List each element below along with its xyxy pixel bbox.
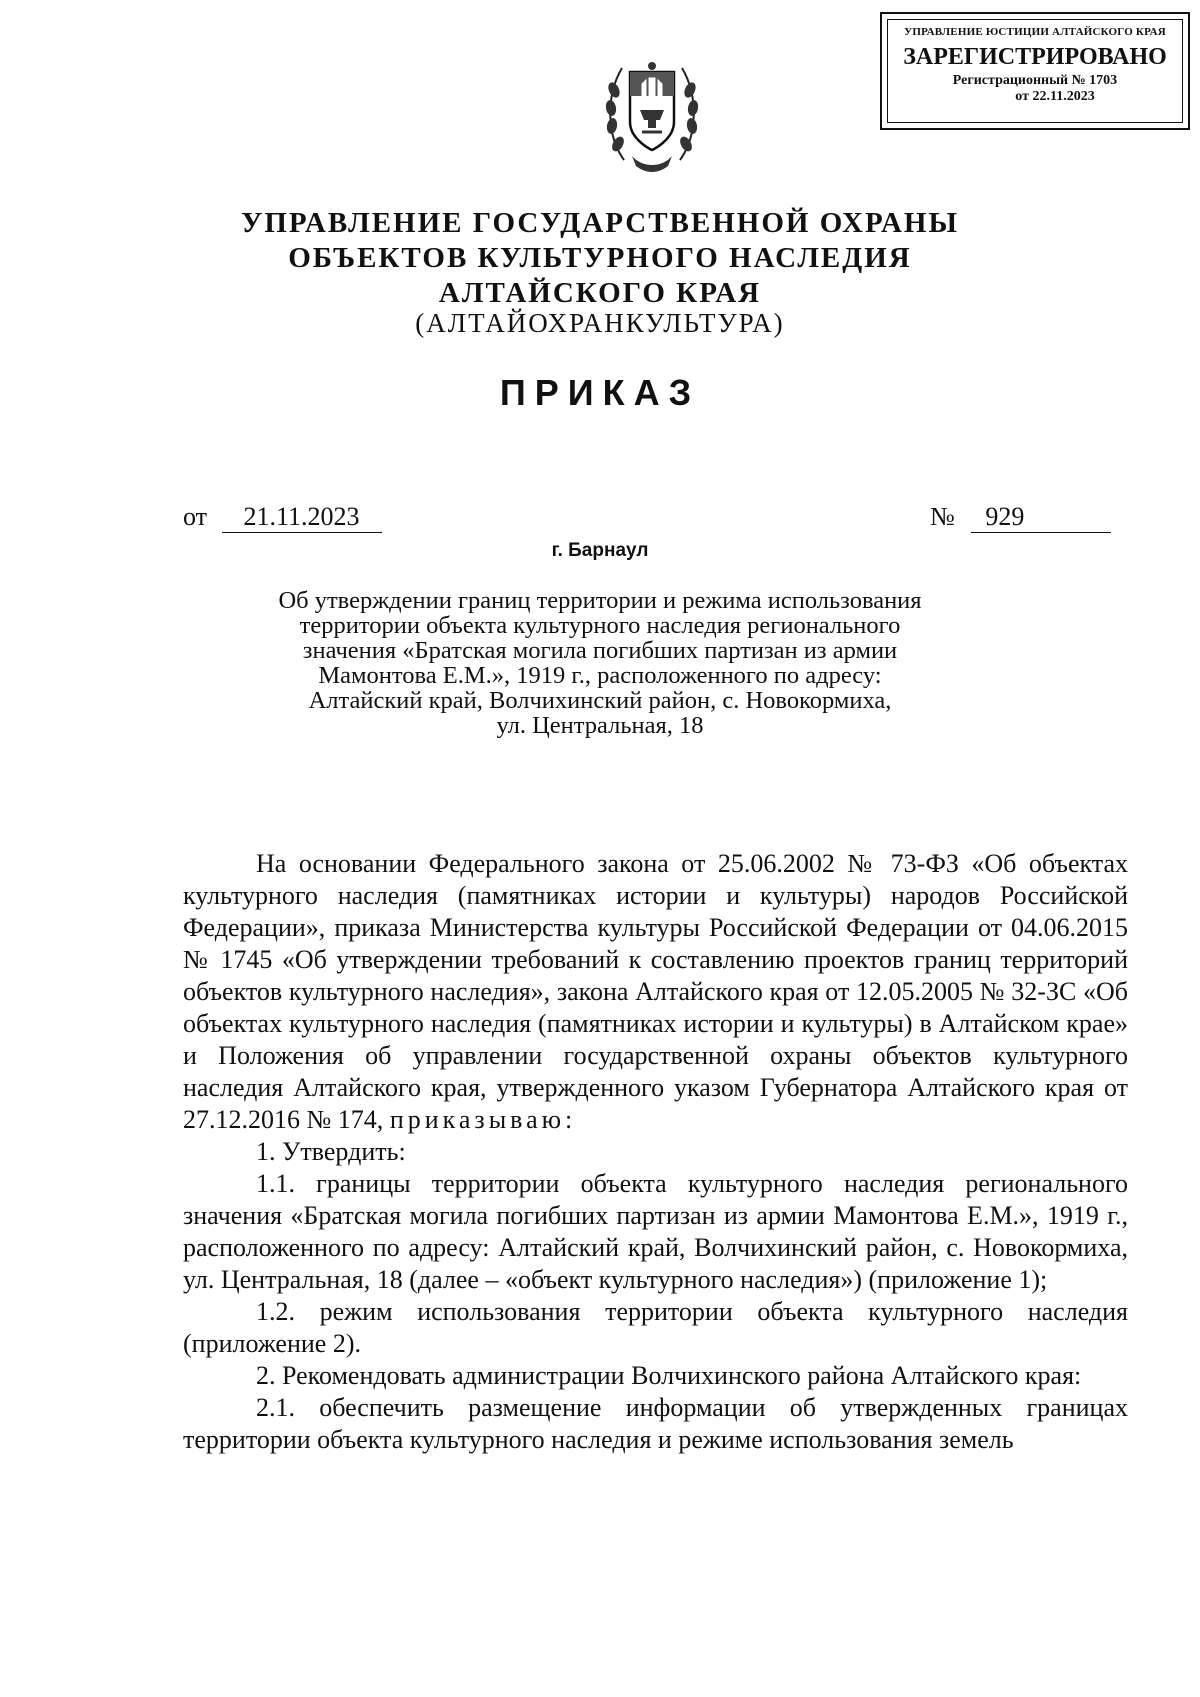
order-date: 21.11.2023 [222, 502, 382, 533]
order-number-row [930, 502, 1111, 533]
document-type-title: ПРИКАЗ [499, 372, 701, 413]
organization-abbreviation: (АЛТАЙОХРАНКУЛЬТУРА) [415, 308, 785, 338]
preamble-paragraph [183, 848, 1128, 1136]
subject-line: ул. Центральная, 18 [496, 712, 704, 739]
subject-line: Мамонтова Е.М.», 1919 г., расположенного по адресу: [318, 662, 882, 689]
date-prefix: от [183, 502, 208, 531]
subject-line: значения «Братская могила погибших партизан из армии [302, 637, 898, 664]
item-1-2: 1.2. режим использования территории объекта культурного наследия (приложение 2). [183, 1297, 1128, 1358]
item-2: 2. Рекомендовать администрации Волчихинского района Алтайского края: [256, 1361, 1082, 1390]
org-line-3: АЛТАЙСКОГО КРАЯ [438, 277, 762, 309]
order-subject [240, 588, 960, 738]
item-1-1: 1.1. границы территории объекта культурного наследия регионального значения «Братская могила погибших партизан из армии Мамонтова Е.М.», 1919 г., расположенного по адресу: Алтайский край, Волчихинский район, с. Новокормиха, ул. Центральная, 18 (далее – «объект культурного наследия») (приложение 1); [183, 1169, 1128, 1294]
order-word: приказываю: [389, 1105, 577, 1134]
org-line-2: ОБЪЕКТОВ КУЛЬТУРНОГО НАСЛЕДИЯ [288, 242, 912, 274]
order-body [183, 848, 1128, 1456]
stamp-reg-number: Регистрационный № 1703 [952, 73, 1118, 88]
stamp-org: УПРАВЛЕНИЕ ЮСТИЦИИ АЛТАЙСКОГО КРАЯ [904, 26, 1166, 38]
subject-line: территории объекта культурного наследия регионального [299, 612, 901, 639]
order-date-row [183, 502, 382, 533]
order-number: 929 [971, 502, 1111, 533]
item-1: 1. Утвердить: [256, 1137, 406, 1166]
stamp-inner-frame [887, 19, 1183, 123]
number-prefix: № [930, 502, 955, 531]
organization-name [200, 206, 1000, 311]
stamp-reg-date: от 22.11.2023 [1015, 89, 1095, 104]
item-2-1: 2.1. обеспечить размещение информации об утвержденных границах территории объекта культурного наследия и режиме использования земель [183, 1393, 1128, 1454]
subject-line: Алтайский край, Волчихинский район, с. Новокормиха, [308, 687, 892, 714]
registration-stamp [880, 12, 1190, 130]
order-city: г. Барнаул [551, 540, 649, 561]
stamp-title: ЗАРЕГИСТРИРОВАНО [903, 44, 1167, 70]
preamble-text: На основании Федерального закона от 25.06.2002 № 73-ФЗ «Об объектах культурного наследия (памятниках истории и культуры) народов Российской Федерации», приказа Министерства культуры Российской Федерации от 04.06.2015 № 1745 «Об утверждении требований к составлению проектов границ территорий объектов культурного наследия», закона Алтайского края от 12.05.2005 № 32-ЗС «Об объектах культурного наследия (памятниках истории и культуры) в Алтайском крае» и Положения об управлении государственной охраны объектов культурного наследия Алтайского края, утвержденного указом Губернатора Алтайского края от 27.12.2016 № 174, [183, 849, 1128, 1134]
org-line-1: УПРАВЛЕНИЕ ГОСУДАРСТВЕННОЙ ОХРАНЫ [241, 207, 959, 239]
subject-line: Об утверждении границ территории и режима использования [278, 587, 922, 614]
altai-krai-coat-of-arms-icon [602, 50, 702, 180]
